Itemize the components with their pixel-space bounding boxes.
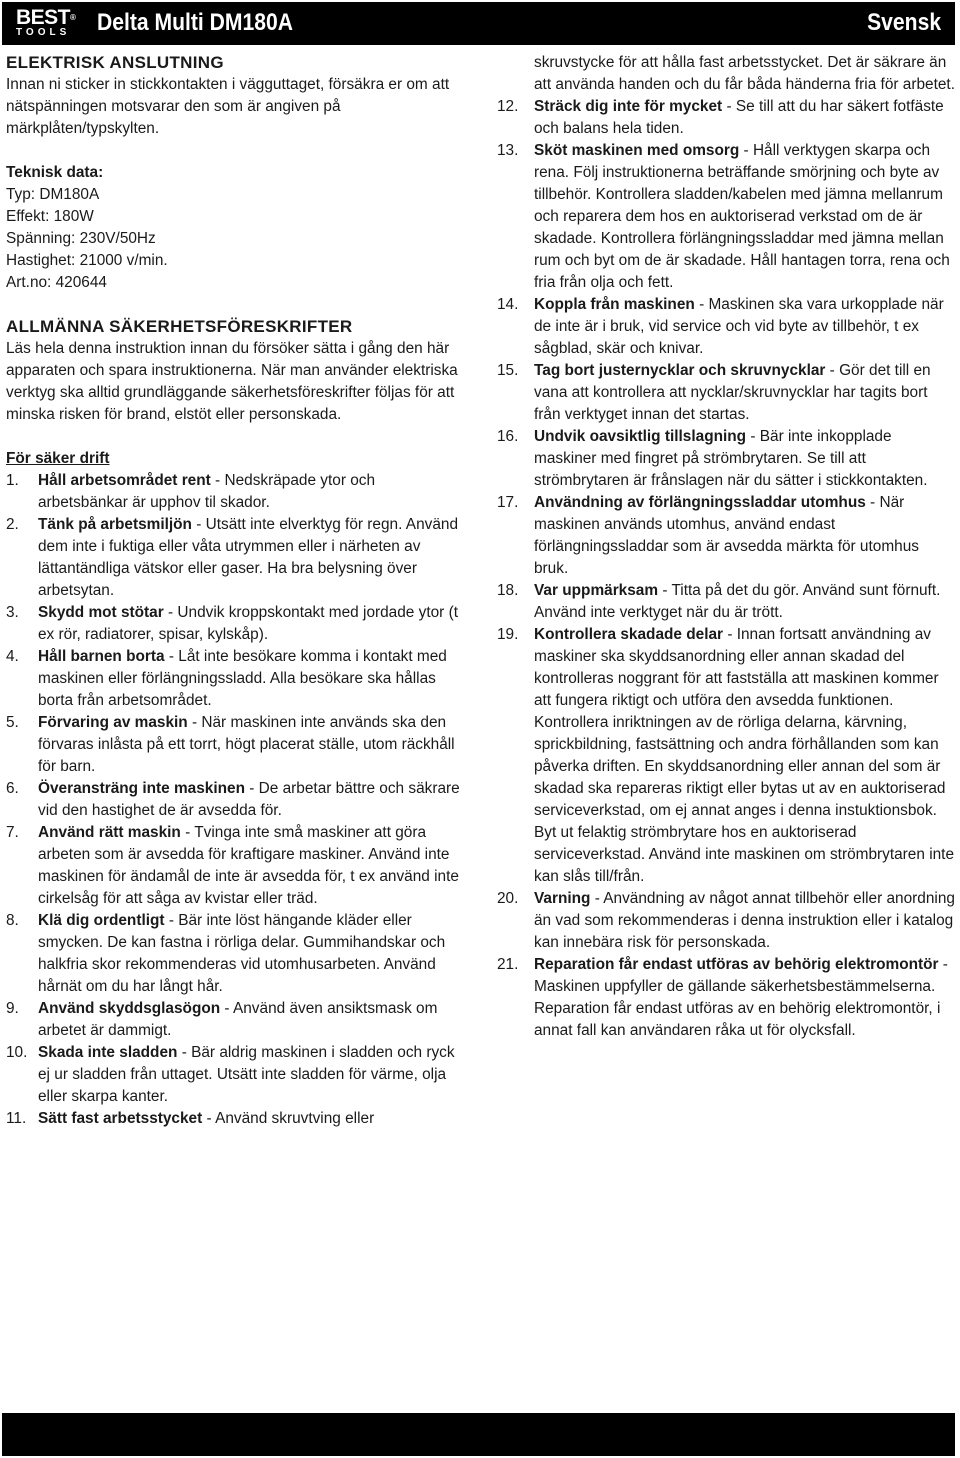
logo-registered-mark: ® (70, 13, 76, 22)
item-title: Tänk på arbetsmiljön (38, 516, 192, 533)
list-item (6, 910, 464, 998)
safety-list-left (6, 470, 464, 1130)
item-text: - Titta på det du gör. Använd sunt förnuft. Använd inte verktyget när du är trött. (534, 582, 941, 621)
item-title: Skada inte sladden (38, 1044, 178, 1061)
item-number: 2. (6, 516, 19, 533)
item-text: - Användning av något annat tillbehör eller anordning än vad som rekommenderas i denna instruktion eller i katalog kan innebära risk för personskada. (534, 890, 955, 951)
list-item (6, 470, 464, 514)
item-number: 19. (497, 626, 519, 643)
page-footer-bar (2, 1413, 955, 1456)
item-text: - Maskinen uppfyller de gällande säkerhetsbestämmelserna. Reparation får endast utföras av en behörig elektromontör, i annat fall kan användaren råka ut för olycksfall. (534, 956, 948, 1039)
item-text: - Bär inte inkopplade maskiner med fingret på strömbrytaren. Se till att strömbrytaren är frånslagen när du sätter i stickkontakten. (534, 428, 928, 489)
tech-line-power: Effekt: 180W (6, 208, 94, 225)
item-number: 9. (6, 1000, 19, 1017)
item-number: 10. (6, 1044, 28, 1061)
language-label: Svensk (867, 9, 941, 36)
logo-bottom-text: TOOLS (16, 27, 71, 38)
list-item (6, 1108, 464, 1130)
list-item (497, 888, 955, 954)
item-number: 11. (6, 1110, 27, 1127)
item-title: Reparation får endast utföras av behörig elektromontör (534, 956, 939, 973)
safe-operation-subheading: För säker drift (6, 450, 110, 467)
item-title: Håll barnen borta (38, 648, 165, 665)
list-item (497, 492, 955, 580)
list-item (6, 998, 464, 1042)
item-title: Användning av förlängningssladdar utomhus (534, 494, 866, 511)
list-item (497, 624, 955, 888)
item-title: Klä dig ordentligt (38, 912, 165, 929)
item-title: Skydd mot stötar (38, 604, 164, 621)
list-item (6, 646, 464, 712)
item-title: Sätt fast arbetsstycket (38, 1110, 203, 1127)
tech-line-artno: Art.no: 420644 (6, 274, 107, 291)
list-item (497, 954, 955, 1042)
item-number: 8. (6, 912, 19, 929)
item-number: 21. (497, 956, 519, 973)
list-item (497, 140, 955, 294)
item-number: 15. (497, 362, 519, 379)
item-text: - De arbetar bättre och säkrare vid den hastighet de är avsedda för. (38, 780, 460, 819)
item-number: 6. (6, 780, 19, 797)
item-number: 13. (497, 142, 519, 159)
item-text: - Använd skruvtving eller (202, 1110, 375, 1127)
item-11-continuation: skruvstycke för att hålla fast arbetsstycket. Det är säkrare än att använda handen och du får båda händerna fria för arbetet. (534, 54, 955, 93)
item-number: 3. (6, 604, 19, 621)
item-text: - Innan fortsatt användning av maskiner ska skyddsanordning eller annan skadad del kontrolleras noggrant för att fastställa att maskinen kommer att fungera riktigt och utföra den avsedda funktionen. Kontrollera inriktningen av de rörliga delarna, kärvning, sprickbildning, fastsättning och andra förhållanden som kan påverka driften. En skyddsanordning eller annan del som är skadad ska repareras riktigt eller bytas ut av en auktoriserad serviceverkstad, om ej annat anges i denna instuktionsbok. Byt ut felaktig strömbrytare hos en auktoriserad serviceverkstad. Använd inte maskinen om strömbrytaren inte kan slås till/från. (534, 626, 955, 885)
item-text: - Nedskräpade ytor och arbetsbänkar är upphov til skador. (38, 472, 376, 511)
item-text: - När maskinen inte används ska den förvaras inlåsta på ett torrt, högt placerat ställe, utom räckhåll för barn. (38, 714, 455, 775)
list-item (6, 1042, 464, 1108)
item-text: - Undvik kroppskontakt med jordade ytor (t ex rör, radiatorer, spisar, kylskåp). (38, 604, 458, 643)
right-column (497, 52, 955, 1042)
tech-line-type: Typ: DM180A (6, 186, 100, 203)
item-text: - Bär inte löst hängande kläder eller smycken. De kan fastna i rörliga delar. Gummihandskar och halkfria skor rekommenderas vid utomhusarbeten. Använd hårnät om du har långt hår. (38, 912, 446, 995)
list-item (6, 712, 464, 778)
item-title: Varning (534, 890, 591, 907)
best-tools-logo (16, 8, 94, 40)
safety-list-right (497, 96, 955, 1042)
item-text: - När maskinen används utomhus, använd endast förlängningssladdar som är avsedda märkta för utomhus bruk. (534, 494, 919, 577)
item-number: 4. (6, 648, 19, 665)
page-header (2, 2, 955, 45)
item-text: - Utsätt inte elverktyg för regn. Använd dem inte i fuktiga eller våta utrymmen eller i närheten av lättantändliga vätskor eller gaser. Ha bra belysning över arbetsytan. (38, 516, 458, 599)
item-text: - Låt inte besökare komma i kontakt med maskinen eller förlängningssladd. Alla besökare ska hållas borta från arbetsområdet. (38, 648, 447, 709)
tech-line-speed: Hastighet: 21000 v/min. (6, 252, 168, 269)
item-text: - Håll verktygen skarpa och rena. Följ instruktionerna beträffande smörjning och byte av tillbehör. Kontrollera sladden/kabelen med jämna mellanrum och reparera dem hos en auktoriserad verkstad om de är skadade. Kontrollera förlängningssladdar med jämna mellan rum och byt om de är skadade. Håll hantagen torra, rena och fria från olja och fett. (534, 142, 950, 291)
item-title: Sköt maskinen med omsorg (534, 142, 740, 159)
item-title: Använd rätt maskin (38, 824, 181, 841)
list-item (497, 294, 955, 360)
item-title: Koppla från maskinen (534, 296, 695, 313)
list-item (497, 426, 955, 492)
item-text: - Använd även ansiktsmask om arbetet är dammigt. (38, 1000, 438, 1039)
item-number: 14. (497, 296, 519, 313)
item-title: Sträck dig inte för mycket (534, 98, 723, 115)
list-item (6, 778, 464, 822)
item-title: Undvik oavsiktlig tillslagning (534, 428, 747, 445)
logo-top-text: BEST (16, 6, 71, 29)
tech-data-heading: Teknisk data: (6, 164, 104, 181)
item-number: 20. (497, 890, 519, 907)
item-title: Överansträng inte maskinen (38, 780, 245, 797)
item-number: 5. (6, 714, 19, 731)
tech-line-voltage: Spänning: 230V/50Hz (6, 230, 156, 247)
electrical-body: Innan ni sticker in stickkontakten i vägguttaget, försäkra er om att nätspänningen motsvarar den som är angiven på märkplåten/typskylten. (6, 76, 450, 137)
electrical-heading: ELEKTRISK ANSLUTNING (6, 53, 224, 72)
item-title: Tag bort justernycklar och skruvnycklar (534, 362, 826, 379)
item-text: - Bär aldrig maskinen i sladden och ryck ej ur sladden från uttaget. Utsätt inte sladden för värme, olja eller skarpa kanter. (38, 1044, 455, 1105)
item-title: Använd skyddsglasögon (38, 1000, 221, 1017)
item-number: 16. (497, 428, 519, 445)
list-item (497, 96, 955, 140)
list-item (497, 360, 955, 426)
product-model-title: Delta Multi DM180A (97, 9, 293, 36)
item-title: Håll arbetsområdet rent (38, 472, 211, 489)
item-title: Kontrollera skadade delar (534, 626, 724, 643)
item-text: - Maskinen ska vara urkopplade när de inte är i bruk, vid service och vid byte av tillbehör, t ex sågblad, skär och knivar. (534, 296, 944, 357)
item-number: 1. (6, 472, 19, 489)
item-text: - Tvinga inte små maskiner att göra arbeten som är avsedda för kraftigare maskiner. Använd inte maskinen för ändamål de inte är avsedda för, t ex använd inte cirkelsåg för att såga av kvistar eller träd. (38, 824, 459, 907)
item-text: - Gör det till en vana att kontrollera att nycklar/skruvnycklar har tagits bort från verktyget innan det startas. (534, 362, 931, 423)
item-title: Förvaring av maskin (38, 714, 188, 731)
list-item (6, 602, 464, 646)
safety-intro: Läs hela denna instruktion innan du försöker sätta i gång den här apparaten och spara instruktionerna. När man använder elektriska verktyg ska alltid grundläggande säkerhetsföreskrifter följas för att minska risken för brand, elstöt eller personskada. (6, 340, 458, 423)
list-item (6, 822, 464, 910)
left-column (6, 52, 464, 1130)
item-number: 7. (6, 824, 19, 841)
safety-heading: ALLMÄNNA SÄKERHETSFÖRESKRIFTER (6, 317, 353, 336)
item-number: 18. (497, 582, 519, 599)
list-item (497, 580, 955, 624)
list-item (6, 514, 464, 602)
item-title: Var uppmärksam (534, 582, 659, 599)
item-number: 12. (497, 98, 519, 115)
item-text: - Se till att du har säkert fotfäste och balans hela tiden. (534, 98, 944, 137)
item-number: 17. (497, 494, 519, 511)
